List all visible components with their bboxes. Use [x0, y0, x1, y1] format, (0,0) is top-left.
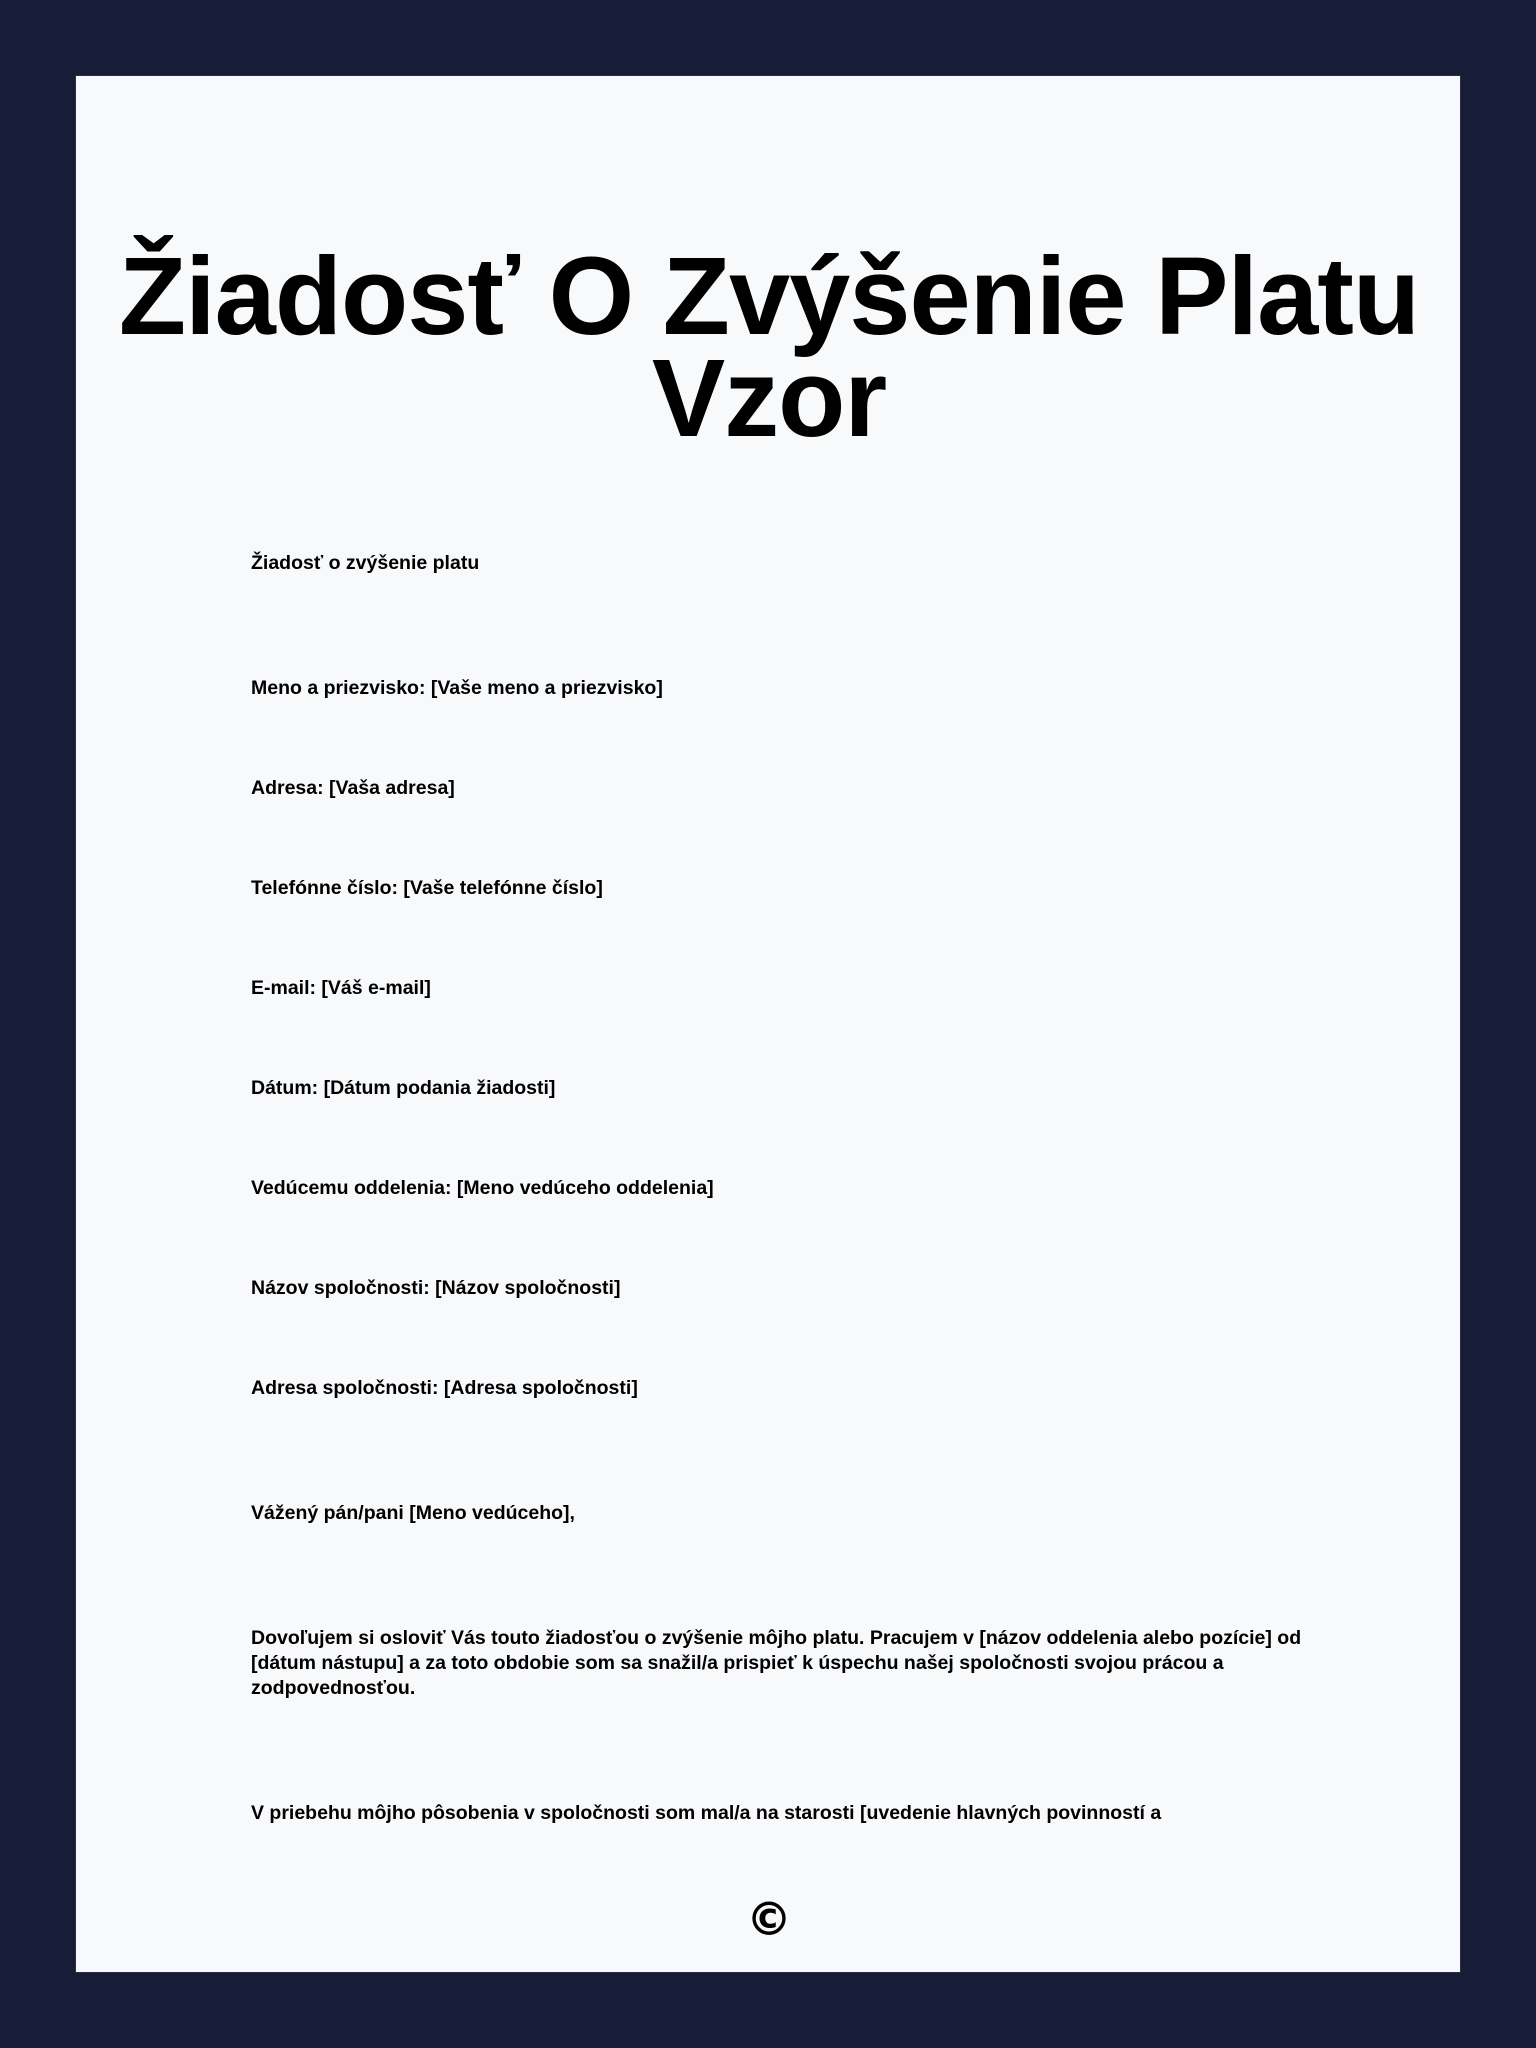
letter-paragraph: Dovoľujem si osloviť Vás touto žiadosťou o zvýšenie môjho platu. Pracujem v [názov oddelenia alebo pozície] od [dátum nástupu] a za toto obdobie som sa snažil/a prispieť k úspechu našej spoločnosti svojou prácou a zodpovednosťou. [251, 1627, 1307, 1699]
letter-subject: Žiadosť o zvýšenie platu [251, 552, 480, 574]
document-page [75, 75, 1461, 1973]
field-email: E-mail: [Váš e-mail] [251, 977, 431, 999]
letter-salutation: Vážený pán/pani [Meno vedúceho], [251, 1502, 575, 1524]
field-address: Adresa: [Vaša adresa] [251, 777, 455, 799]
field-name: Meno a priezvisko: [Vaše meno a priezvisko] [251, 677, 663, 699]
document-title: Žiadosť O Zvýšenie Platu Vzor [118, 235, 1420, 460]
field-date: Dátum: [Dátum podania žiadosti] [251, 1077, 556, 1099]
field-phone: Telefónne číslo: [Vaše telefónne číslo] [251, 877, 603, 899]
field-department-head: Vedúcemu oddelenia: [Meno vedúceho oddelenia] [251, 1177, 714, 1199]
field-company-name: Názov spoločnosti: [Názov spoločnosti] [251, 1277, 621, 1299]
letter-paragraph-truncated: V priebehu môjho pôsobenia v spoločnosti som mal/a na starosti [uvedenie hlavných povinností a [251, 1802, 1162, 1824]
field-company-address: Adresa spoločnosti: [Adresa spoločnosti] [251, 1377, 638, 1399]
copyright-icon: © [746, 1892, 792, 1946]
